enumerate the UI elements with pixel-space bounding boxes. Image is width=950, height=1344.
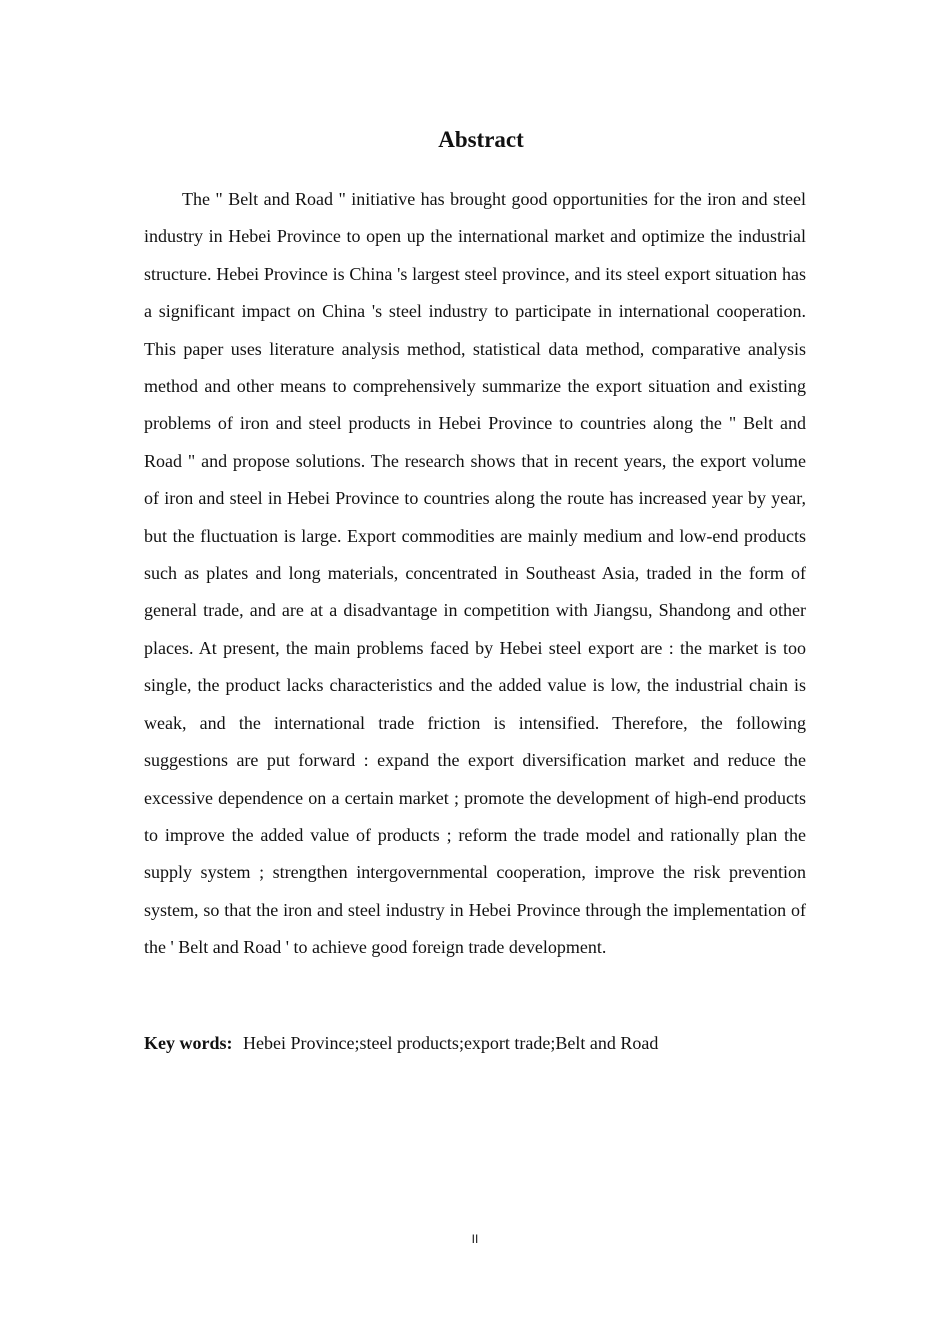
page-number: II	[471, 1232, 479, 1246]
keywords-value: Hebei Province;steel products;export trade;Belt and Road	[243, 1033, 659, 1053]
abstract-body: The " Belt and Road " initiative has brought good opportunities for the iron and steel industry in Hebei Province to open up the international market and optimize the industrial structure. Hebei Province is China 's largest steel province, and its steel export situation has a significant impact on China 's steel industry to participate in international cooperation. This paper uses literature analysis method, statistical data method, comparative analysis method and other means to comprehensively summarize the export situation and existing problems of iron and steel products in Hebei Province to countries along the " Belt and Road " and propose solutions. The research shows that in recent years, the export volume of iron and steel in Hebei Province to countries along the route has increased year by year, but the fluctuation is large. Export commodities are mainly medium and low-end products such as plates and long materials, concentrated in Southeast Asia, traded in the form of general trade, and are at a disadvantage in competition with Jiangsu, Shandong and other places. At present, the main problems faced by Hebei steel export are : the market is too single, the product lacks characteristics and the added value is low, the industrial chain is weak, and the international trade friction is intensified. Therefore, the following suggestions are put forward : expand the export diversification market and reduce the excessive dependence on a certain market ; promote the development of high-end products to improve the added value of products ; reform the trade model and rationally plan the supply system ; strengthen intergovernmental cooperation, improve the risk prevention system, so that the iron and steel industry in Hebei Province through the implementation of the ' Belt and Road ' to achieve good foreign trade development.	[144, 189, 806, 958]
keywords-label: Key words:	[144, 1033, 233, 1053]
keywords-line	[144, 1025, 806, 1061]
abstract-title: Abstract	[438, 127, 524, 152]
